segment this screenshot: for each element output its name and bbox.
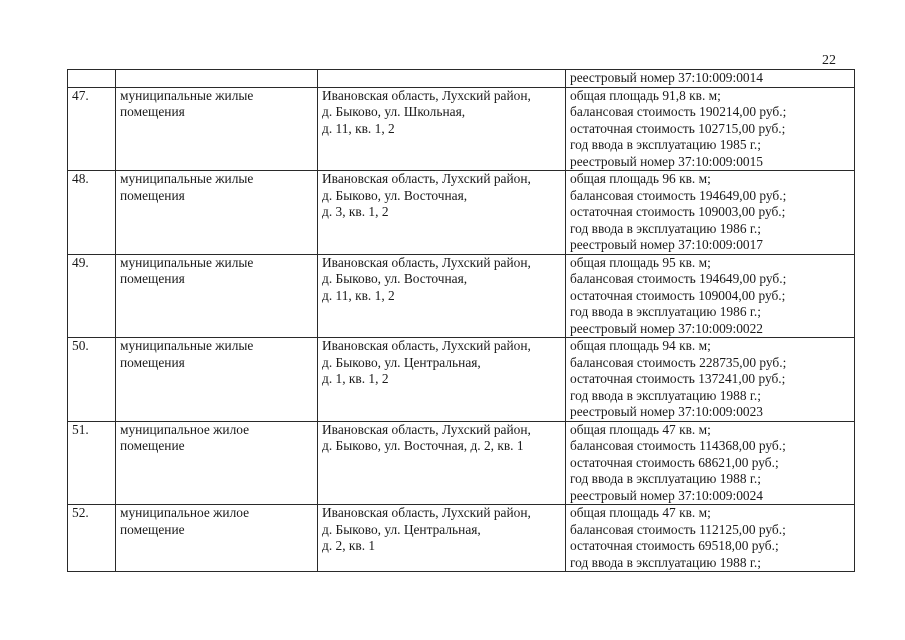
address-line: Ивановская область, Лухский район, [322,87,531,103]
type-line: помещения [120,104,185,119]
characteristics-line: общая площадь 96 кв. м; [570,171,711,186]
number-cell: 50. [68,338,116,422]
characteristics-cell [566,171,855,255]
address-cell [318,171,566,255]
page-number: 22 [822,53,836,68]
number-cell: 47. [68,87,116,171]
address-line: д. 11, кв. 1, 2 [322,287,395,303]
address-line: д. 2, кв. 1 [322,538,376,553]
characteristics-line: общая площадь 95 кв. м; [570,254,711,270]
table-row [68,254,855,338]
type-line: помещения [120,187,185,203]
type-cell [116,70,318,88]
characteristics-line: балансовая стоимость 114368,00 руб.; [570,438,786,453]
characteristics-line: остаточная стоимость 69518,00 руб.; [570,538,779,553]
number-cell: 49. [68,254,116,338]
address-cell [318,254,566,338]
characteristics-cell [566,338,855,422]
type-line: помещение [120,438,185,453]
type-line: помещения [120,354,185,370]
characteristics-cell [566,421,855,505]
characteristics-line: балансовая стоимость 190214,00 руб.; [570,104,787,119]
address-line: д. Быково, ул. Школьная, [322,104,466,119]
characteristics-cell [566,254,855,338]
characteristics-cell [566,70,855,88]
characteristics-line: общая площадь 94 кв. м; [570,338,711,353]
characteristics-line: реестровый номер 37:10:009:0017 [570,237,763,252]
address-line: Ивановская область, Лухский район, [322,254,531,270]
address-line: д. Быково, ул. Восточная, д. 2, кв. 1 [322,438,524,453]
address-line: д. 11, кв. 1, 2 [322,120,395,136]
characteristics-line: остаточная стоимость 137241,00 руб.; [570,371,786,386]
type-line: муниципальное жилое [120,505,250,520]
type-line: помещение [120,521,185,537]
type-cell [116,338,318,422]
type-cell [116,171,318,255]
address-line: д. 3, кв. 1, 2 [322,204,389,219]
characteristics-line: год ввода в эксплуатацию 1988 г.; [570,554,761,570]
type-line: муниципальные жилые [120,171,254,186]
type-line: помещения [120,271,185,286]
table-row [68,87,855,171]
characteristics-line: реестровый номер 37:10:009:0014 [570,70,763,85]
address-line: д. 1, кв. 1, 2 [322,371,389,386]
characteristics-line: общая площадь 91,8 кв. м; [570,87,721,103]
type-line: муниципальные жилые [120,87,254,103]
characteristics-line: год ввода в эксплуатацию 1988 г.; [570,387,761,403]
type-cell [116,421,318,505]
type-line: муниципальные жилые [120,254,254,270]
number-cell [68,70,116,88]
table-row [68,171,855,255]
characteristics-line: реестровый номер 37:10:009:0023 [570,404,763,419]
characteristics-cell [566,87,855,171]
address-line: Ивановская область, Лухский район, [322,338,531,353]
number-cell: 52. [68,505,116,572]
type-line: муниципальное жилое [120,421,250,437]
characteristics-line: реестровый номер 37:10:009:0015 [570,153,763,169]
characteristics-line: общая площадь 47 кв. м; [570,505,711,520]
address-cell [318,505,566,572]
characteristics-line: год ввода в эксплуатацию 1986 г.; [570,220,761,236]
address-line: д. Быково, ул. Центральная, [322,354,481,370]
characteristics-line: реестровый номер 37:10:009:0022 [570,320,763,336]
characteristics-cell [566,505,855,572]
characteristics-line: общая площадь 47 кв. м; [570,421,711,437]
characteristics-line: остаточная стоимость 109004,00 руб.; [570,287,786,303]
characteristics-line: балансовая стоимость 228735,00 руб.; [570,354,787,370]
number-cell: 51. [68,421,116,505]
characteristics-line: год ввода в эксплуатацию 1985 г.; [570,137,761,152]
characteristics-line: год ввода в эксплуатацию 1986 г.; [570,304,761,319]
type-cell [116,254,318,338]
characteristics-line: балансовая стоимость 194649,00 руб.; [570,187,787,203]
number-cell: 48. [68,171,116,255]
characteristics-line: балансовая стоимость 112125,00 руб.; [570,521,786,537]
characteristics-line: остаточная стоимость 109003,00 руб.; [570,204,786,219]
address-line: Ивановская область, Лухский район, [322,421,531,437]
type-cell [116,87,318,171]
continuation-row [68,70,855,88]
characteristics-line: реестровый номер 37:10:009:0024 [570,487,763,503]
table-row [68,421,855,505]
address-line: Ивановская область, Лухский район, [322,505,531,520]
address-cell [318,338,566,422]
type-cell [116,505,318,572]
characteristics-line: год ввода в эксплуатацию 1988 г.; [570,471,761,486]
address-cell [318,421,566,505]
address-line: д. Быково, ул. Восточная, [322,187,468,203]
characteristics-line: остаточная стоимость 68621,00 руб.; [570,454,779,470]
type-line: муниципальные жилые [120,338,254,353]
characteristics-line: балансовая стоимость 194649,00 руб.; [570,271,787,286]
address-line: д. Быково, ул. Восточная, [322,271,468,286]
characteristics-line: остаточная стоимость 102715,00 руб.; [570,120,786,136]
property-registry-table [67,69,855,572]
address-cell [318,70,566,88]
address-line: д. Быково, ул. Центральная, [322,521,481,537]
address-line: Ивановская область, Лухский район, [322,171,531,186]
table-row [68,338,855,422]
address-cell [318,87,566,171]
table-row [68,505,855,572]
